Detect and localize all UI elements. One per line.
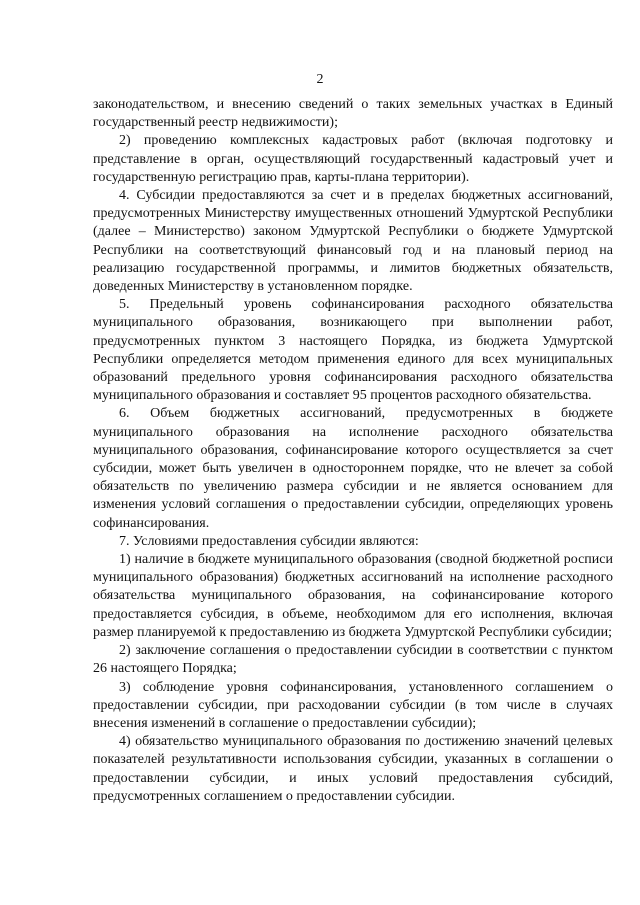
paragraph-condition-1: 1) наличие в бюджете муниципального образования (сводной бюджетной росписи муниципального образования) бюджетных ассигнований на исполнение расходного обязательства муниципального образования, на софинансирование которого предоставляется субсидия, в объеме, необходимом для его исполнения, включая размер планируемой к предоставлению из бюджета Удмуртской Республики субсидии; (93, 552, 613, 640)
paragraph-point-6: 6. Объем бюджетных ассигнований, предусмотренных в бюджете муниципального образования на исполнение расходного обязательства муниципального образования, софинансирование которого осуществляется за счет субсидии, может быть увеличен в одностороннем порядке, что не влечет за собой обязательств по увеличению размера субсидии и не является основанием для изменения условий соглашения о предоставлении субсидии, определяющих уровень софинансирования. (93, 406, 613, 531)
paragraph-condition-4: 4) обязательство муниципального образования по достижению значений целевых показателей результативности использования субсидии, указанных в соглашении о предоставлении субсидии, и иных условий предоставления субсидий, предусмотренных соглашением о предоставлении субсидии. (93, 734, 613, 804)
page-number: 2 (316, 72, 324, 87)
paragraph-point-7: 7. Условиями предоставления субсидии являются: (119, 533, 419, 549)
paragraph-item-2: 2) проведению комплексных кадастровых работ (включая подготовку и представление в орган, осуществляющий государственный кадастровый учет и государственную регистрацию прав, карты-плана территории). (93, 133, 613, 185)
paragraph-continuation: законодательством, и внесению сведений о таких земельных участках в Единый государственный реестр недвижимости); (93, 97, 613, 131)
document-body (93, 96, 613, 806)
paragraph-point-5: 5. Предельный уровень софинансирования расходного обязательства муниципального образования, возникающего при выполнении работ, предусмотренных пунктом 3 настоящего Порядка, из бюджета Удмуртской Республики определяется методом применения единого для всех муниципальных образований предельного уровня софинансирования расходного обязательства муниципального образования и составляет 95 процентов расходного обязательства. (93, 297, 613, 404)
paragraph-point-4: 4. Субсидии предоставляются за счет и в пределах бюджетных ассигнований, предусмотренных Министерству имущественных отношений Удмуртской Республики (далее – Министерство) законом Удмуртской Республики о бюджете Удмуртской Республики на соответствующий финансовый год и на плановый период на реализацию государственной программы, и лимитов бюджетных обязательств, доведенных Министерству в установленном порядке. (93, 188, 613, 295)
paragraph-condition-3: 3) соблюдение уровня софинансирования, установленного соглашением о предоставлении субсидии, при расходовании субсидии (в том числе в случаях внесения изменений в соглашение о предоставлении субсидии); (93, 679, 613, 731)
paragraph-condition-2: 2) заключение соглашения о предоставлении субсидии в соответствии с пунктом 26 настоящего Порядка; (93, 643, 613, 677)
